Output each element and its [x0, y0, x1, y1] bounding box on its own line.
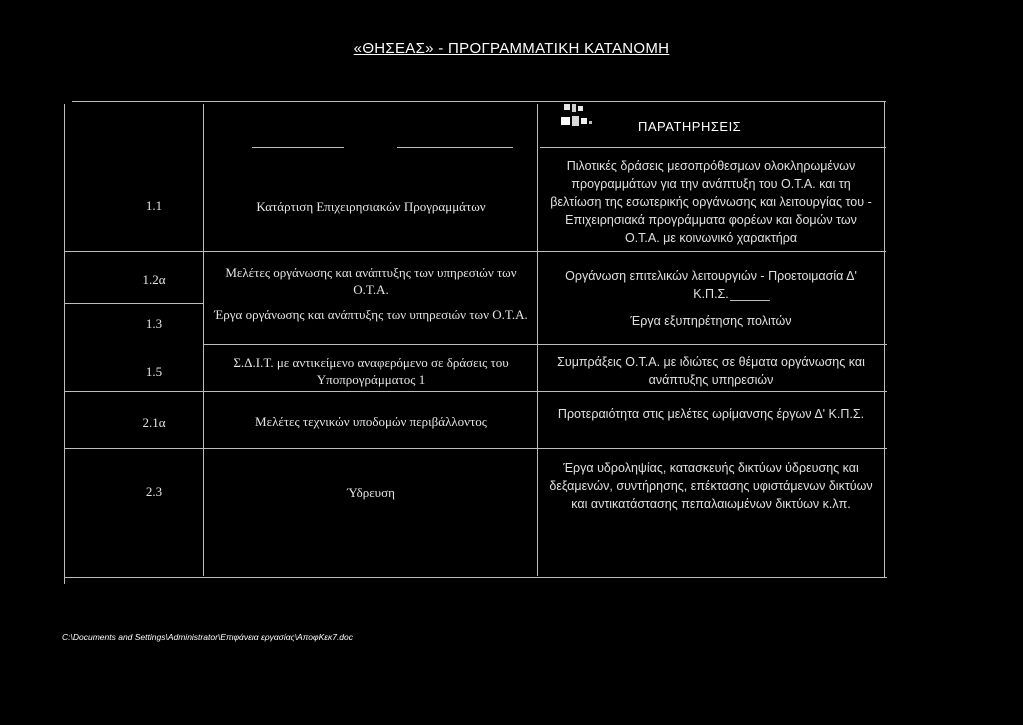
row-code: 2.3 — [145, 484, 163, 499]
row-code: 2.1α — [142, 415, 166, 430]
header-line-1 — [252, 147, 344, 148]
top-border — [72, 101, 886, 102]
row-notes: Πιλοτικές δράσεις μεσοπρόθεσμων ολοκληρωμένων προγραμμάτων για την ανάπτυξη του Ο.Τ.Α. και τη βελτίωση της εσωτερικής οργάνωσης και λειτουργίας του - Επιχειρησιακά προγράμματα φορέων και δομών των Ο.Τ.Α. με κοινωνικό χαρακτήρα — [550, 159, 872, 245]
code-column-divider — [203, 104, 204, 576]
logo-icon — [560, 103, 594, 129]
row-separator-2a — [64, 303, 204, 304]
row-separator-5 — [64, 448, 887, 449]
row-notes: Έργα εξυπηρέτησης πολιτών — [630, 314, 792, 328]
row-description: Κατάρτιση Επιχειρησιακών Προγραμμάτων — [256, 199, 486, 214]
header-line-2 — [397, 147, 513, 148]
row-separator-1 — [64, 251, 886, 252]
row-code: 1.1 — [145, 198, 163, 213]
row-separator-4 — [64, 391, 887, 392]
notes-column-header: ΠΑΡΑΤΗΡΗΣΕΙΣ — [638, 119, 742, 134]
file-path: C:\Documents and Settings\Administrator\Επιφάνεια εργασίας\ΑποφΚεκ7.doc — [62, 632, 354, 642]
bottom-border — [64, 577, 887, 578]
row-description: Μελέτες οργάνωσης και ανάπτυξης των υπηρεσιών των Ο.Τ.Α. — [225, 265, 517, 297]
desc-column-divider — [537, 104, 538, 576]
row-notes: Προτεραιότητα στις μελέτες ωρίμανσης έργων Δ' Κ.Π.Σ. — [557, 407, 865, 421]
row-description: Έργα οργάνωσης και ανάπτυξης των υπηρεσιών των Ο.Τ.Α. — [214, 307, 528, 322]
document-title: «ΘΗΣΕΑΣ» - ΠΡΟΓΡΑΜΜΑΤΙΚΗ ΚΑΤΑΝΟΜΗ — [353, 40, 670, 57]
row-description: Σ.Δ.Ι.Τ. με αντικείμενο αναφερόμενο σε δράσεις του Υποπρογράμματος 1 — [233, 355, 509, 387]
right-border — [884, 101, 885, 578]
row-code: 1.5 — [145, 364, 163, 379]
row-description: Μελέτες τεχνικών υποδομών περιβάλλοντος — [255, 414, 487, 429]
row-separator-3 — [204, 344, 887, 345]
left-border — [64, 104, 65, 584]
row-notes: Συμπράξεις Ο.Τ.Α. με ιδιώτες σε θέματα οργάνωσης και ανάπτυξης υπηρεσιών — [557, 355, 865, 387]
row-code: 1.3 — [145, 316, 163, 331]
row-description: Ύδρευση — [347, 485, 395, 500]
row-code: 1.2α — [142, 272, 166, 287]
header-line-3 — [540, 147, 886, 148]
row-notes: Οργάνωση επιτελικών λειτουργιών - Προετοιμασία Δ' Κ.Π.Σ. — [565, 269, 857, 301]
row-notes: Έργα υδροληψίας, κατασκευής δικτύων ύδρευσης και δεξαμενών, συντήρησης, επέκτασης υφιστάμενων δικτύων και αντικατάστασης πεπαλαιωμένων δικτύων κ.λπ. — [549, 461, 873, 511]
